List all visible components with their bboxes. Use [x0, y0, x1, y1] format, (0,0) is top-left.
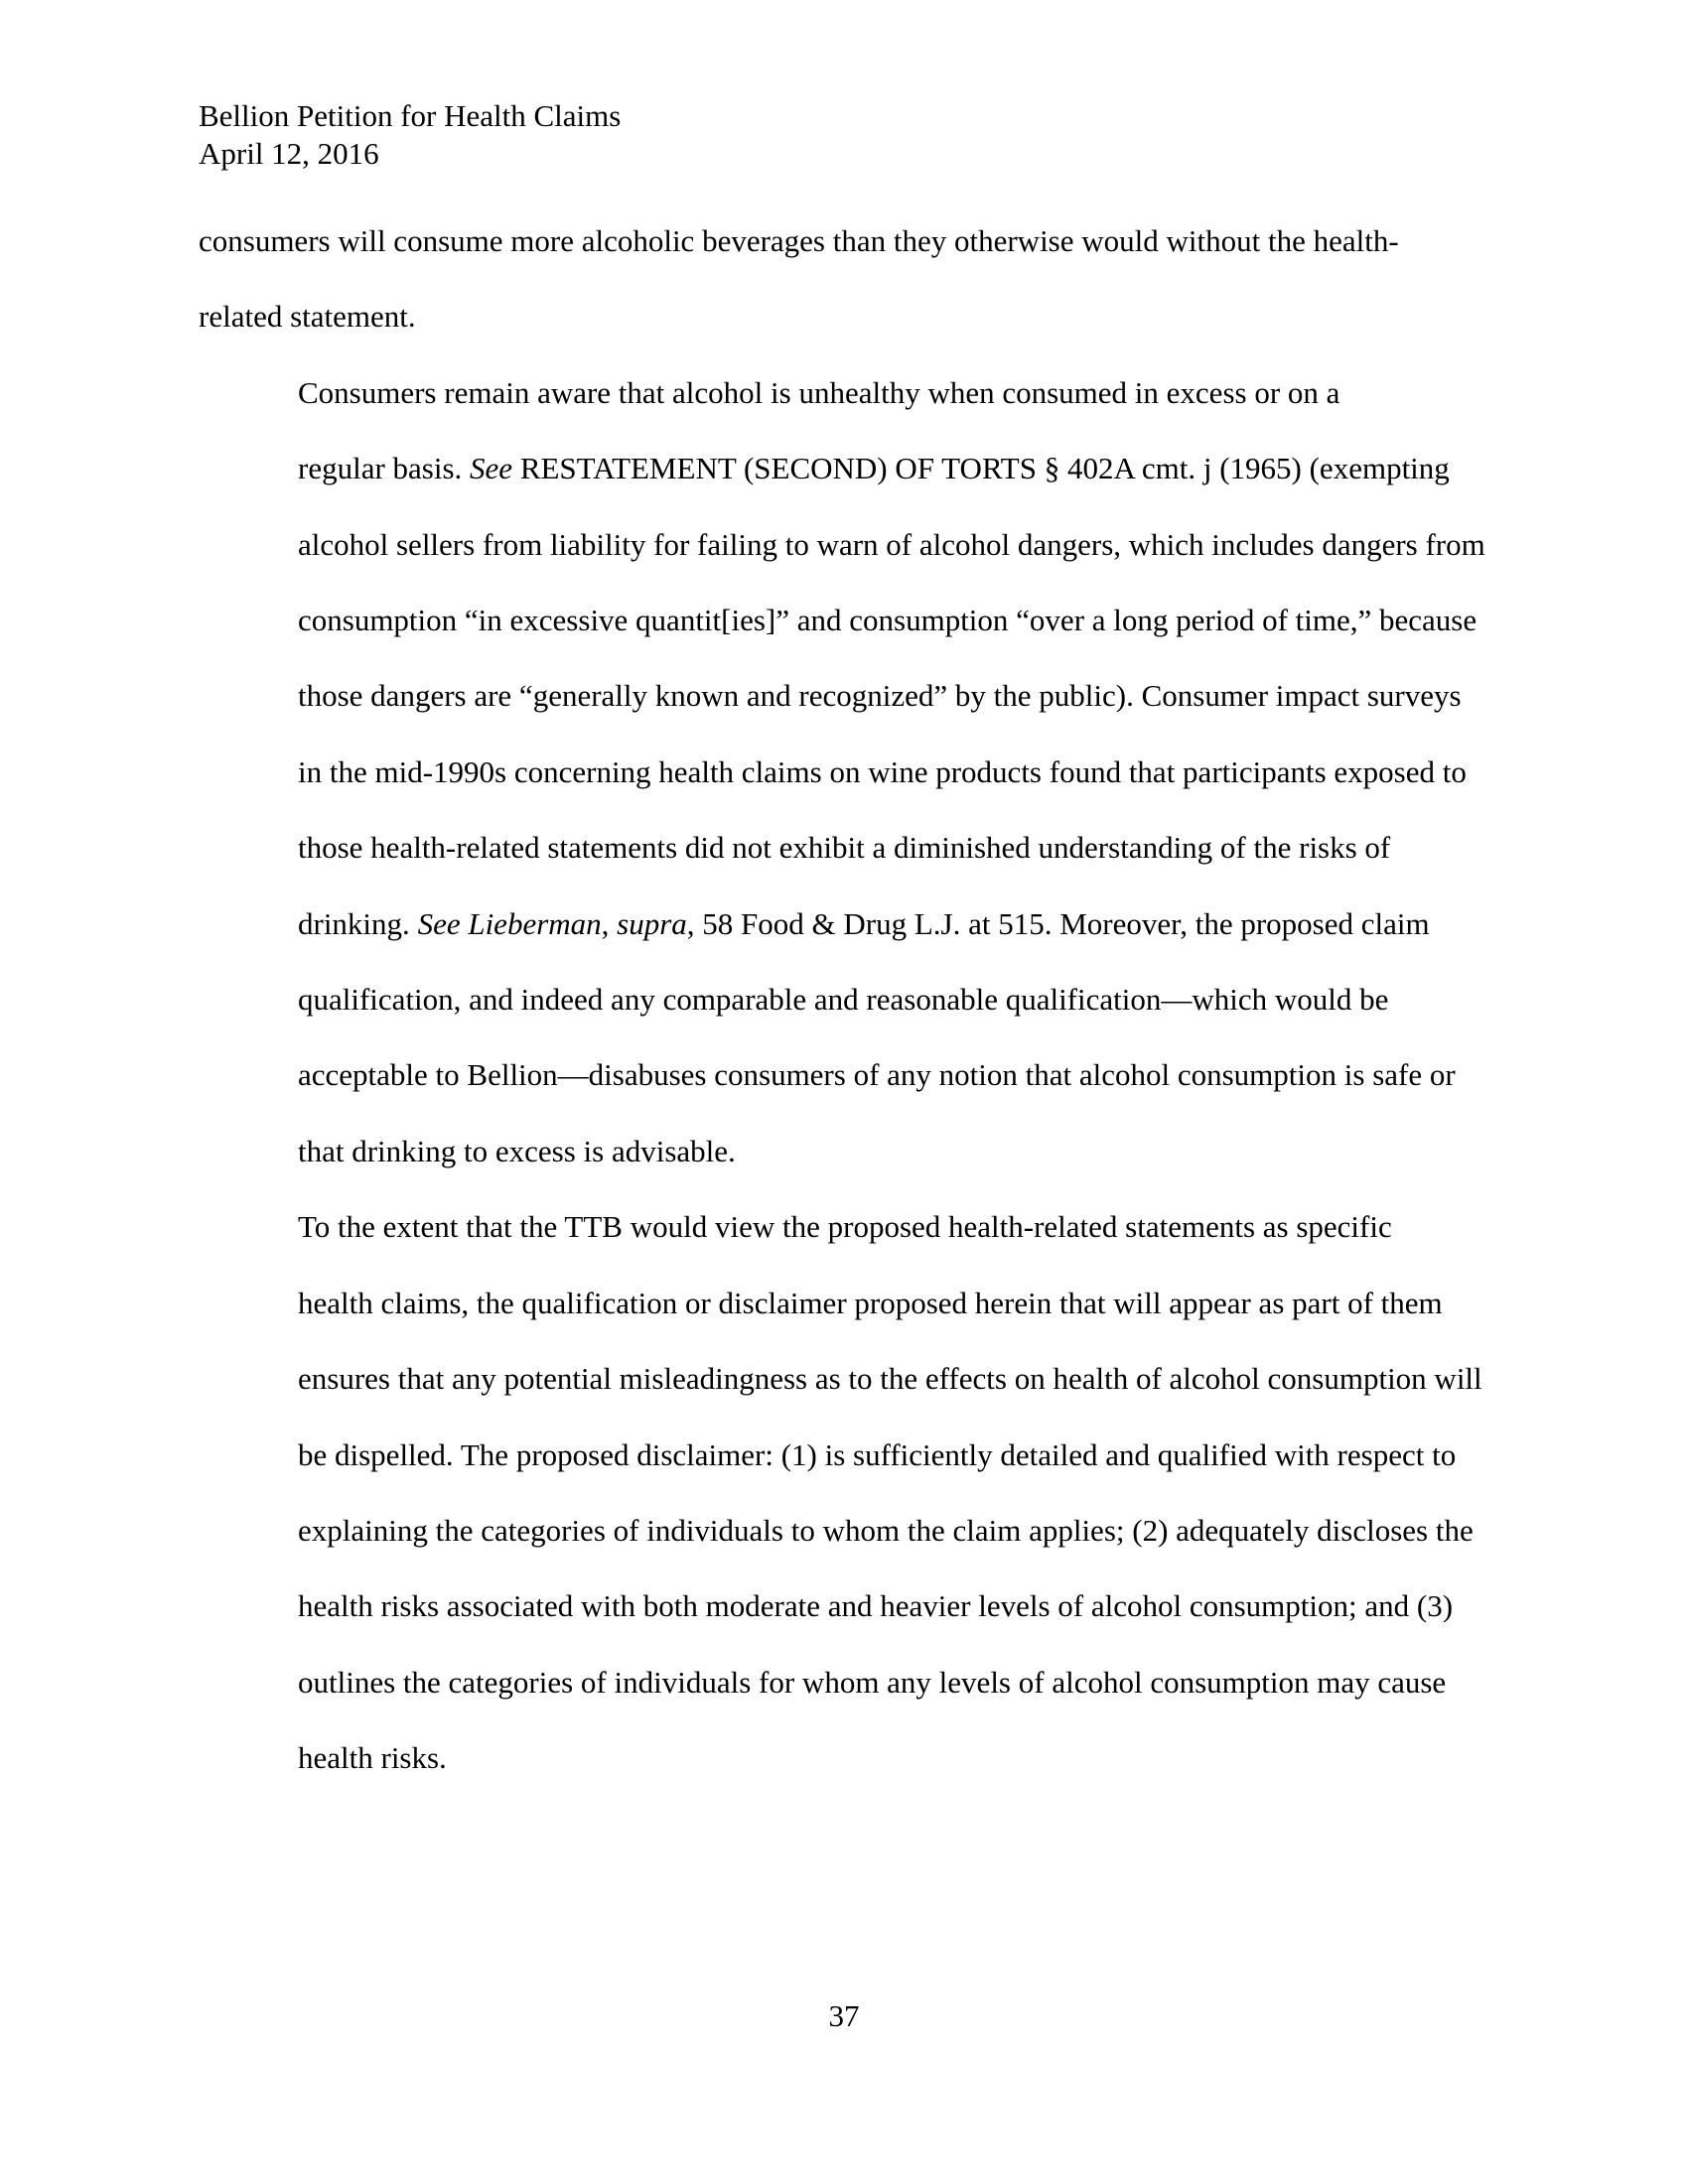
text-line: ensures that any potential misleadingness as to the effects on health of alcohol consumption will: [298, 1361, 1482, 1397]
text-line: qualification, and indeed any comparable and reasonable qualification—which would be: [298, 982, 1389, 1018]
text-line: be dispelled. The proposed disclaimer: (1) is sufficiently detailed and qualified with respect to: [298, 1436, 1457, 1472]
text-line: alcohol sellers from liability for failing to warn of alcohol dangers, which includes dangers from: [298, 526, 1485, 562]
text-line: that drinking to excess is advisable.: [298, 1133, 736, 1168]
text-line: acceptable to Bellion—disabuses consumers of any notion that alcohol consumption is safe or: [298, 1057, 1456, 1093]
text-line: those health-related statements did not exhibit a diminished understanding of the risks of: [298, 830, 1391, 866]
text-line: consumers will consume more alcoholic beverages than they otherwise would without the health-: [199, 223, 1399, 258]
header-date: April 12, 2016: [199, 136, 379, 171]
paragraph-consumer-awareness: [199, 355, 1489, 1189]
document-body: [199, 204, 1489, 1797]
text-line: regular basis. See RESTATEMENT (SECOND) OF TORTS § 402A cmt. j (1965) (exempting: [298, 451, 1450, 486]
text-line: drinking. See Lieberman, supra, 58 Food & Drug L.J. at 515. Moreover, the proposed claim: [298, 905, 1430, 941]
running-header: [199, 97, 621, 173]
text-line: health risks.: [298, 1740, 447, 1776]
paragraph-continuation: [199, 204, 1489, 355]
text-line: in the mid-1990s concerning health claims on wine products found that participants exposed to: [298, 753, 1467, 789]
text-line: explaining the categories of individuals to whom the claim applies; (2) adequately discloses the: [298, 1512, 1474, 1548]
text-line: To the extent that the TTB would view the proposed health-related statements as specific: [298, 1209, 1392, 1245]
text-line: health claims, the qualification or disclaimer proposed herein that will appear as part of them: [298, 1285, 1443, 1320]
text-line: those dangers are “generally known and recognized” by the public). Consumer impact surveys: [298, 678, 1462, 714]
page-number: 37: [828, 1998, 860, 2033]
paragraph-disclaimer: [199, 1189, 1489, 1796]
text-line: consumption “in excessive quantit[ies]” and consumption “over a long period of time,” because: [298, 603, 1477, 638]
text-line: outlines the categories of individuals for whom any levels of alcohol consumption may cause: [298, 1664, 1447, 1700]
header-title: Bellion Petition for Health Claims: [199, 98, 622, 133]
text-line: related statement.: [199, 299, 416, 335]
text-line: health risks associated with both moderate and heavier levels of alcohol consumption; and (3): [298, 1588, 1454, 1624]
text-line: Consumers remain aware that alcohol is unhealthy when consumed in excess or on a: [298, 374, 1340, 410]
